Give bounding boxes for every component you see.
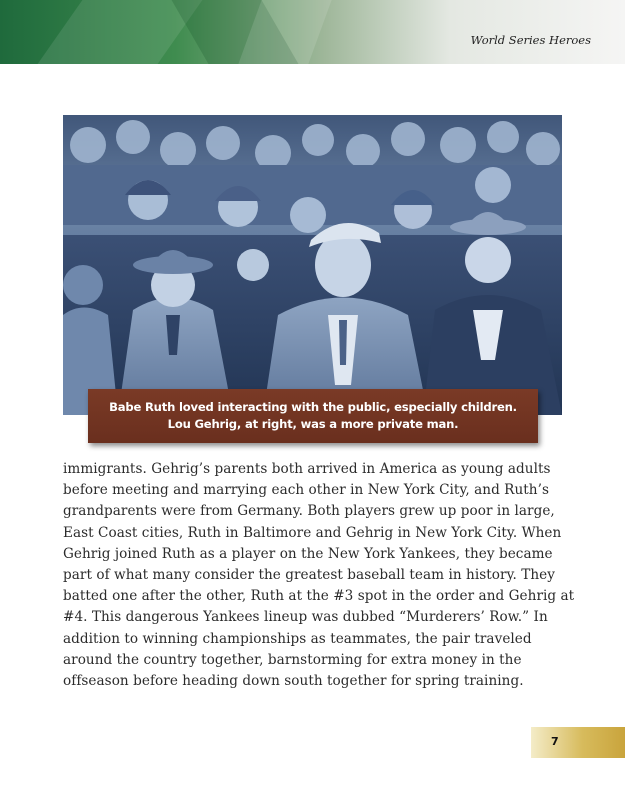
text-line: grandparents were from Germany. Both players grew up poor in large, [63,503,555,520]
running-title: World Series Heroes [470,33,591,47]
crowd-photo-illustration [63,115,562,415]
header-band [0,0,625,64]
crowd-photo [63,115,562,415]
photo-caption [88,389,538,443]
text-line: offseason before heading down south together for spring training. [63,673,524,690]
text-line: around the country together, barnstorming for extra money in the [63,651,522,668]
text-line: addition to winning championships as teammates, the pair traveled [63,630,532,647]
text-line: #4. This dangerous Yankees lineup was dubbed “Murderers’ Row.” In [63,609,548,626]
text-line: East Coast cities, Ruth in Baltimore and Gehrig in New York City. When [63,524,562,541]
text-line: immigrants. Gehrig’s parents both arrived in America as young adults [63,461,551,477]
caption-line: Babe Ruth loved interacting with the public, especially children. [109,400,517,414]
text-line: Gehrig joined Ruth as a player on the New York Yankees, they became [63,545,553,562]
text-line: part of what many consider the greatest baseball team in history. They [63,567,555,584]
text-line: batted one after the other, Ruth at the #3 spot in the order and Gehrig at [63,588,575,605]
text-line: before meeting and marrying each other in New York City, and Ruth’s [63,482,549,499]
page-number: 7 [551,735,559,748]
page-number-tab [531,727,625,758]
caption-line: Lou Gehrig, at right, was a more private man. [167,417,459,431]
body-paragraph [63,459,573,692]
